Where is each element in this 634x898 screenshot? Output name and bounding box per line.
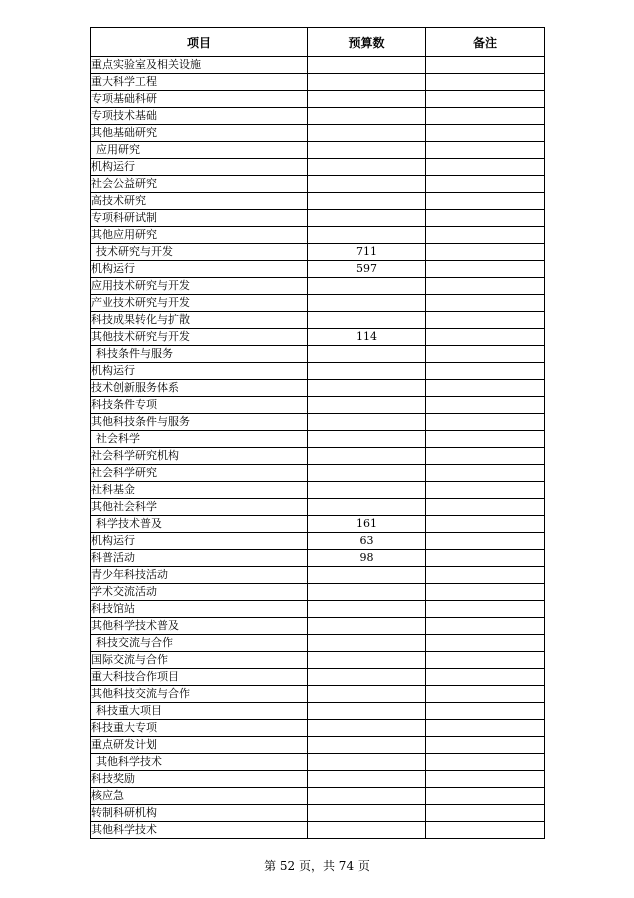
table-row [91, 108, 545, 125]
row-remark [426, 329, 545, 346]
row-item-name: 其他基础研究 [91, 125, 308, 142]
row-budget-amount [308, 312, 426, 329]
row-budget-amount [308, 295, 426, 312]
row-remark [426, 193, 545, 210]
row-item-name: 社会科学 [91, 431, 308, 448]
row-budget-amount: 161 [308, 516, 426, 533]
table-row [91, 618, 545, 635]
row-item-name: 机构运行 [91, 533, 308, 550]
table-row [91, 465, 545, 482]
table-row [91, 754, 545, 771]
row-budget-amount [308, 720, 426, 737]
row-remark [426, 295, 545, 312]
table-row [91, 295, 545, 312]
row-item-name: 社科基金 [91, 482, 308, 499]
row-remark [426, 482, 545, 499]
row-remark [426, 363, 545, 380]
row-budget-amount [308, 754, 426, 771]
row-remark [426, 380, 545, 397]
table-row [91, 227, 545, 244]
row-item-name: 科技条件专项 [91, 397, 308, 414]
row-item-name: 重大科学工程 [91, 74, 308, 91]
row-item-name: 社会科学研究 [91, 465, 308, 482]
row-remark [426, 720, 545, 737]
row-remark [426, 618, 545, 635]
row-remark [426, 176, 545, 193]
row-remark [426, 737, 545, 754]
table-row [91, 720, 545, 737]
row-budget-amount [308, 788, 426, 805]
table-row [91, 448, 545, 465]
row-item-name: 科技奖励 [91, 771, 308, 788]
row-item-name: 科技重大项目 [91, 703, 308, 720]
row-budget-amount [308, 380, 426, 397]
row-item-name: 科技交流与合作 [91, 635, 308, 652]
row-item-name: 机构运行 [91, 159, 308, 176]
row-item-name: 其他社会科学 [91, 499, 308, 516]
table-row [91, 176, 545, 193]
row-remark [426, 788, 545, 805]
table-row [91, 312, 545, 329]
row-remark [426, 244, 545, 261]
row-item-name: 核应急 [91, 788, 308, 805]
table-row [91, 533, 545, 550]
row-remark [426, 567, 545, 584]
table-row [91, 550, 545, 567]
table-row [91, 788, 545, 805]
row-remark [426, 601, 545, 618]
table-row [91, 125, 545, 142]
row-remark [426, 142, 545, 159]
table-row [91, 482, 545, 499]
row-item-name: 应用研究 [91, 142, 308, 159]
table-row [91, 329, 545, 346]
table-row [91, 703, 545, 720]
row-budget-amount [308, 159, 426, 176]
row-item-name: 其他应用研究 [91, 227, 308, 244]
row-budget-amount [308, 482, 426, 499]
row-remark [426, 686, 545, 703]
row-budget-amount [308, 108, 426, 125]
row-item-name: 科学技术普及 [91, 516, 308, 533]
table-row [91, 822, 545, 839]
row-budget-amount [308, 499, 426, 516]
row-item-name: 社会公益研究 [91, 176, 308, 193]
row-item-name: 应用技术研究与开发 [91, 278, 308, 295]
row-remark [426, 465, 545, 482]
table-row [91, 159, 545, 176]
row-remark [426, 652, 545, 669]
table-row [91, 516, 545, 533]
table-row [91, 397, 545, 414]
row-budget-amount [308, 414, 426, 431]
row-budget-amount [308, 448, 426, 465]
row-item-name: 产业技术研究与开发 [91, 295, 308, 312]
row-remark [426, 159, 545, 176]
row-item-name: 转制科研机构 [91, 805, 308, 822]
row-budget-amount [308, 363, 426, 380]
budget-table [90, 27, 545, 839]
row-budget-amount [308, 652, 426, 669]
row-budget-amount [308, 737, 426, 754]
row-item-name: 社会科学研究机构 [91, 448, 308, 465]
row-remark [426, 584, 545, 601]
row-remark [426, 227, 545, 244]
row-remark [426, 805, 545, 822]
row-remark [426, 397, 545, 414]
row-remark [426, 431, 545, 448]
table-row [91, 805, 545, 822]
row-remark [426, 125, 545, 142]
table-row [91, 57, 545, 74]
row-item-name: 其他科技条件与服务 [91, 414, 308, 431]
table-row [91, 278, 545, 295]
table-row [91, 210, 545, 227]
table-row [91, 414, 545, 431]
row-budget-amount [308, 567, 426, 584]
row-remark [426, 533, 545, 550]
row-item-name: 科技重大专项 [91, 720, 308, 737]
row-remark [426, 703, 545, 720]
row-remark [426, 74, 545, 91]
header-item: 项目 [91, 28, 308, 57]
row-remark [426, 346, 545, 363]
row-item-name: 技术研究与开发 [91, 244, 308, 261]
table-row [91, 737, 545, 754]
row-remark [426, 516, 545, 533]
table-row [91, 635, 545, 652]
row-item-name: 国际交流与合作 [91, 652, 308, 669]
row-item-name: 机构运行 [91, 363, 308, 380]
header-budget: 预算数 [308, 28, 426, 57]
row-item-name: 专项科研试制 [91, 210, 308, 227]
row-budget-amount [308, 686, 426, 703]
row-budget-amount [308, 210, 426, 227]
row-item-name: 科技馆站 [91, 601, 308, 618]
table-row [91, 346, 545, 363]
row-budget-amount: 597 [308, 261, 426, 278]
row-budget-amount [308, 278, 426, 295]
table-row [91, 652, 545, 669]
row-remark [426, 550, 545, 567]
table-header-row [91, 28, 545, 57]
table-row [91, 193, 545, 210]
table-row [91, 669, 545, 686]
row-remark [426, 499, 545, 516]
row-item-name: 青少年科技活动 [91, 567, 308, 584]
row-item-name: 技术创新服务体系 [91, 380, 308, 397]
row-remark [426, 312, 545, 329]
row-remark [426, 669, 545, 686]
row-remark [426, 448, 545, 465]
row-budget-amount [308, 346, 426, 363]
row-item-name: 科技成果转化与扩散 [91, 312, 308, 329]
table-row [91, 91, 545, 108]
row-budget-amount: 114 [308, 329, 426, 346]
budget-sheet [90, 27, 545, 839]
table-row [91, 771, 545, 788]
row-budget-amount [308, 822, 426, 839]
row-item-name: 专项技术基础 [91, 108, 308, 125]
row-budget-amount [308, 635, 426, 652]
row-budget-amount [308, 125, 426, 142]
row-budget-amount [308, 618, 426, 635]
table-row [91, 686, 545, 703]
row-budget-amount [308, 703, 426, 720]
row-budget-amount [308, 91, 426, 108]
row-budget-amount [308, 431, 426, 448]
row-item-name: 专项基础科研 [91, 91, 308, 108]
row-budget-amount [308, 397, 426, 414]
page-footer: 第 52 页，共 74 页 [264, 859, 370, 873]
row-item-name: 重点研发计划 [91, 737, 308, 754]
row-budget-amount [308, 601, 426, 618]
row-budget-amount [308, 584, 426, 601]
table-body [91, 57, 545, 839]
table-row [91, 363, 545, 380]
row-budget-amount [308, 771, 426, 788]
row-item-name: 其他科技交流与合作 [91, 686, 308, 703]
row-budget-amount [308, 669, 426, 686]
row-remark [426, 754, 545, 771]
table-row [91, 261, 545, 278]
row-remark [426, 91, 545, 108]
row-item-name: 其他科学技术 [91, 754, 308, 771]
table-row [91, 244, 545, 261]
row-budget-amount: 63 [308, 533, 426, 550]
table-row [91, 499, 545, 516]
row-budget-amount [308, 465, 426, 482]
row-item-name: 学术交流活动 [91, 584, 308, 601]
table-row [91, 584, 545, 601]
row-item-name: 其他技术研究与开发 [91, 329, 308, 346]
table-row [91, 601, 545, 618]
row-remark [426, 278, 545, 295]
row-remark [426, 414, 545, 431]
row-remark [426, 822, 545, 839]
row-item-name: 其他科学技术 [91, 822, 308, 839]
row-item-name: 科普活动 [91, 550, 308, 567]
row-remark [426, 771, 545, 788]
row-remark [426, 108, 545, 125]
row-budget-amount [308, 142, 426, 159]
row-budget-amount [308, 227, 426, 244]
table-row [91, 74, 545, 91]
table-row [91, 380, 545, 397]
row-budget-amount [308, 176, 426, 193]
row-item-name: 重点实验室及相关设施 [91, 57, 308, 74]
row-budget-amount: 98 [308, 550, 426, 567]
row-item-name: 其他科学技术普及 [91, 618, 308, 635]
row-item-name: 高技术研究 [91, 193, 308, 210]
row-remark [426, 57, 545, 74]
table-row [91, 567, 545, 584]
row-remark [426, 635, 545, 652]
table-row [91, 431, 545, 448]
row-item-name: 重大科技合作项目 [91, 669, 308, 686]
row-budget-amount [308, 805, 426, 822]
row-budget-amount [308, 57, 426, 74]
row-item-name: 机构运行 [91, 261, 308, 278]
row-budget-amount: 711 [308, 244, 426, 261]
row-item-name: 科技条件与服务 [91, 346, 308, 363]
row-remark [426, 210, 545, 227]
row-remark [426, 261, 545, 278]
row-budget-amount [308, 193, 426, 210]
header-remark: 备注 [426, 28, 545, 57]
table-row [91, 142, 545, 159]
row-budget-amount [308, 74, 426, 91]
